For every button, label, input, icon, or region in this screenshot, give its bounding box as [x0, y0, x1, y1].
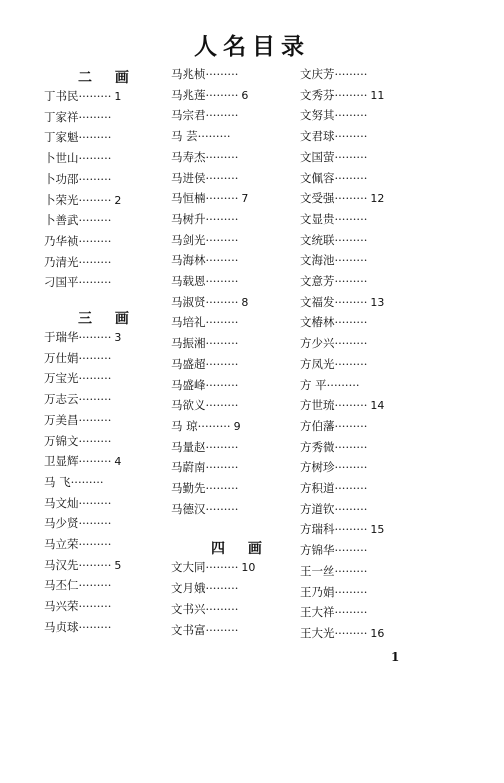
- entry-name: 马蔚南: [171, 460, 206, 475]
- dot-leader: ·········: [334, 460, 368, 475]
- index-entry: [300, 150, 367, 164]
- entry-name: 王一丝: [300, 563, 335, 578]
- index-entry: [44, 330, 121, 345]
- index-entry: [300, 191, 384, 206]
- entry-name: 文福发: [300, 294, 335, 309]
- dot-leader: ·········: [205, 481, 239, 495]
- index-entry: [171, 460, 238, 474]
- dot-leader: ·········: [334, 356, 368, 371]
- dot-leader: ·········: [334, 108, 368, 123]
- entry-name: 文书富: [171, 622, 206, 637]
- entry-name: 马兴荣: [44, 599, 79, 614]
- dot-leader: ·········: [334, 501, 368, 516]
- index-entry: [44, 151, 111, 165]
- entry-page-number: 6: [241, 88, 249, 102]
- entry-name: 王大祥: [300, 605, 335, 620]
- entry-name: 方瑞科: [300, 522, 335, 537]
- index-entry: [300, 315, 367, 329]
- index-entry: [44, 172, 111, 186]
- index-entry: [44, 516, 111, 530]
- dot-leader: ·········: [334, 418, 368, 433]
- entry-name: 马 琼: [171, 418, 198, 433]
- stroke-count-heading: 二 画: [78, 70, 138, 86]
- index-entry: [171, 581, 238, 595]
- dot-leader: ·········: [78, 233, 112, 248]
- dot-leader: ·········: [334, 274, 368, 288]
- entry-page-number: 11: [370, 88, 385, 102]
- entry-name: 马丕仁: [44, 578, 79, 593]
- dot-leader: ·········: [205, 601, 239, 616]
- dot-leader: ·········: [205, 460, 239, 475]
- index-entry: [44, 620, 111, 634]
- dot-leader: ·········: [78, 495, 112, 510]
- entry-name: 文大同: [171, 560, 206, 575]
- entry-name: 文受强: [300, 191, 335, 206]
- index-entry: [300, 357, 367, 371]
- entry-name: 马培礼: [171, 315, 206, 330]
- entry-name: 马盛超: [171, 356, 206, 371]
- index-entry: [300, 626, 384, 641]
- index-entry: [171, 481, 238, 495]
- entry-name: 文意芳: [300, 274, 335, 288]
- index-entry: [171, 623, 238, 637]
- index-entry: [171, 150, 238, 164]
- dot-leader: ·········: [78, 371, 112, 386]
- dot-leader: ·········: [197, 418, 231, 433]
- entry-name: 马恒楠: [171, 191, 206, 206]
- entry-name: 方伯藩: [300, 418, 335, 433]
- dot-leader: ·········: [78, 392, 112, 407]
- entry-page-number: 12: [370, 192, 385, 206]
- entry-name: 马 芸: [171, 129, 198, 144]
- entry-page-number: 5: [114, 558, 122, 572]
- index-entry: [300, 585, 367, 599]
- entry-name: 于瑞华: [44, 330, 79, 344]
- index-entry: [44, 193, 121, 208]
- entry-page-number: 16: [370, 626, 385, 640]
- dot-leader: ·········: [334, 336, 368, 351]
- index-entry: [300, 605, 367, 619]
- entry-page-number: 2: [114, 193, 122, 207]
- entry-name: 马剑光: [171, 232, 206, 247]
- entry-name: 文海池: [300, 253, 335, 268]
- entry-name: 马树升: [171, 211, 206, 226]
- index-entry: [44, 392, 111, 406]
- entry-name: 丁书民: [44, 89, 79, 103]
- index-entry: [171, 560, 255, 575]
- index-entry: [300, 171, 367, 185]
- entry-name: 马欲义: [171, 398, 206, 413]
- index-entry: [300, 564, 367, 578]
- index-entry: [171, 357, 238, 371]
- entry-page-number: 1: [114, 90, 122, 103]
- dot-leader: ·········: [78, 412, 112, 427]
- dot-leader: ·········: [78, 171, 112, 186]
- dot-leader: ·········: [205, 274, 239, 288]
- entry-page-number: 8: [241, 295, 249, 309]
- index-entry: [171, 108, 238, 122]
- index-entry: [300, 336, 367, 350]
- index-entry: [44, 496, 111, 510]
- index-entry: [171, 419, 241, 434]
- index-entry: [300, 108, 367, 122]
- entry-name: 马海林: [171, 253, 206, 268]
- index-entry: [300, 460, 367, 474]
- entry-page-number: 4: [114, 455, 122, 469]
- dot-leader: ·········: [205, 232, 239, 247]
- index-entry: [44, 234, 111, 248]
- dot-leader: ·········: [205, 253, 239, 268]
- entry-name: 文书兴: [171, 601, 206, 616]
- entry-page-number: 10: [241, 561, 256, 575]
- dot-leader: ·········: [205, 294, 239, 309]
- entry-page-number: 9: [233, 419, 241, 433]
- dot-leader: ·········: [205, 315, 239, 330]
- index-entry: [171, 253, 238, 267]
- index-entry: [300, 522, 384, 537]
- entry-name: 马载恩: [171, 274, 206, 288]
- index-entry: [171, 129, 231, 143]
- entry-name: 卜功邵: [44, 171, 79, 186]
- dot-leader: ·········: [78, 454, 112, 469]
- entry-name: 丁家祥: [44, 109, 79, 124]
- index-entry: [171, 233, 238, 247]
- index-entry: [44, 578, 111, 592]
- dot-leader: ·········: [334, 87, 368, 102]
- index-entry: [300, 212, 367, 226]
- entry-name: 卫显辉: [44, 454, 79, 469]
- index-entry: [300, 502, 367, 516]
- entry-name: 文国萤: [300, 149, 335, 164]
- entry-name: 卜荣光: [44, 192, 79, 207]
- dot-leader: ·········: [78, 254, 112, 269]
- entry-name: 方 平: [300, 377, 327, 392]
- index-entry: [44, 130, 111, 144]
- entry-name: 文显贵: [300, 211, 335, 226]
- entry-name: 马文灿: [44, 495, 79, 510]
- entry-name: 文统联: [300, 232, 335, 247]
- dot-leader: ·········: [334, 294, 368, 309]
- entry-name: 丁家魁: [44, 130, 79, 145]
- index-entry: [44, 475, 104, 489]
- dot-leader: ·········: [334, 191, 368, 206]
- index-entry: [44, 110, 111, 124]
- entry-name: 马 飞: [44, 474, 71, 489]
- entry-name: 文月娥: [171, 581, 206, 596]
- dot-leader: ·········: [334, 211, 368, 226]
- stroke-count-heading: 四 画: [211, 541, 271, 558]
- index-entry: [300, 378, 360, 392]
- index-entry: [300, 233, 367, 247]
- index-entry: [171, 274, 238, 288]
- index-entry: [171, 378, 238, 392]
- dot-leader: ·········: [334, 170, 368, 185]
- dot-leader: ·········: [78, 213, 112, 228]
- index-entry: [300, 398, 384, 413]
- index-entry: [44, 89, 121, 104]
- entry-name: 文秀芬: [300, 87, 335, 102]
- dot-leader: ·········: [205, 108, 239, 123]
- dot-leader: ·········: [205, 398, 239, 413]
- index-entry: [171, 440, 238, 454]
- index-entry: [44, 413, 111, 427]
- dot-leader: ·········: [78, 275, 112, 290]
- index-entry: [171, 88, 248, 103]
- dot-leader: ·········: [78, 89, 112, 103]
- entry-name: 乃清光: [44, 254, 79, 269]
- index-entry: [300, 88, 384, 103]
- entry-name: 万锦文: [44, 433, 79, 448]
- index-entry: [300, 295, 384, 310]
- index-entry: [300, 419, 367, 433]
- dot-leader: ·········: [334, 67, 368, 81]
- index-entry: [300, 481, 367, 495]
- dot-leader: ·········: [334, 315, 368, 330]
- dot-leader: ·········: [205, 356, 239, 371]
- index-entry: [300, 67, 367, 81]
- dot-leader: ·········: [205, 191, 239, 206]
- index-entry: [171, 212, 238, 226]
- entry-name: 方积道: [300, 481, 335, 495]
- entry-page-number: 3: [114, 331, 122, 344]
- index-entry: [44, 434, 111, 448]
- dot-leader: ·········: [334, 149, 368, 164]
- dot-leader: ·········: [205, 211, 239, 226]
- entry-name: 马立荣: [44, 537, 79, 551]
- entry-name: 刁国平: [44, 275, 79, 290]
- dot-leader: ·········: [205, 170, 239, 185]
- dot-leader: ·········: [78, 151, 112, 166]
- entry-name: 万宝光: [44, 371, 79, 386]
- page-number: 1: [391, 650, 400, 664]
- entry-name: 马寿杰: [171, 149, 206, 164]
- entry-name: 文庆芳: [300, 67, 335, 81]
- entry-name: 马进侯: [171, 170, 206, 185]
- dot-leader: ·········: [205, 560, 239, 575]
- stroke-count-heading: 三 画: [78, 311, 138, 327]
- dot-leader: ·········: [334, 522, 368, 537]
- dot-leader: ·········: [326, 377, 360, 392]
- entry-name: 马振湘: [171, 336, 206, 351]
- entry-name: 乃华祯: [44, 233, 79, 248]
- entry-name: 马德汉: [171, 501, 206, 516]
- index-entry: [171, 398, 238, 412]
- dot-leader: ·········: [78, 619, 112, 634]
- entry-name: 王乃娟: [300, 584, 335, 599]
- page-title: 人名目录: [194, 33, 310, 60]
- dot-leader: ·········: [334, 481, 368, 495]
- index-entry: [44, 275, 111, 289]
- dot-leader: ·········: [205, 501, 239, 516]
- entry-page-number: 7: [241, 192, 249, 206]
- dot-leader: ·········: [205, 622, 239, 637]
- dot-leader: ·········: [78, 130, 112, 145]
- dot-leader: ·········: [205, 439, 239, 454]
- index-entry: [44, 351, 111, 365]
- entry-name: 方树珍: [300, 460, 335, 475]
- dot-leader: ·········: [78, 557, 112, 572]
- index-entry: [171, 67, 238, 81]
- entry-name: 马兆莲: [171, 87, 206, 102]
- index-entry: [300, 253, 367, 267]
- dot-leader: ·········: [334, 584, 368, 599]
- index-entry: [300, 543, 367, 557]
- dot-leader: ·········: [334, 253, 368, 268]
- entry-name: 马兆桢: [171, 67, 206, 81]
- index-entry: [171, 191, 248, 206]
- index-entry: [300, 129, 367, 143]
- entry-name: 马量赵: [171, 439, 206, 454]
- entry-name: 王大光: [300, 625, 335, 640]
- dot-leader: ·········: [78, 537, 112, 551]
- dot-leader: ·········: [78, 433, 112, 448]
- entry-name: 方秀微: [300, 439, 335, 454]
- dot-leader: ·········: [205, 336, 239, 351]
- index-entry: [44, 454, 121, 469]
- entry-name: 方锦华: [300, 543, 335, 558]
- dot-leader: ·········: [334, 129, 368, 144]
- index-entry: [171, 295, 248, 310]
- entry-name: 马勤先: [171, 481, 206, 495]
- entry-name: 卜世山: [44, 151, 79, 166]
- entry-name: 马汉先: [44, 557, 79, 572]
- dot-leader: ·········: [78, 330, 112, 344]
- dot-leader: ·········: [334, 563, 368, 578]
- dot-leader: ·········: [78, 516, 112, 531]
- dot-leader: ·········: [197, 129, 231, 144]
- entry-name: 方凤光: [300, 356, 335, 371]
- index-entry: [171, 502, 238, 516]
- dot-leader: ·········: [205, 377, 239, 392]
- entry-name: 马淑贤: [171, 294, 206, 309]
- entry-name: 马盛峰: [171, 377, 206, 392]
- entry-page-number: 14: [370, 399, 385, 413]
- index-entry: [44, 213, 111, 227]
- entry-name: 马少贤: [44, 516, 79, 531]
- dot-leader: ·········: [205, 581, 239, 596]
- entry-page-number: 15: [370, 523, 385, 537]
- dot-leader: ·········: [334, 543, 368, 558]
- entry-name: 卜善武: [44, 213, 79, 228]
- dot-leader: ·········: [78, 350, 112, 365]
- entry-name: 马宗君: [171, 108, 206, 123]
- entry-name: 方世琉: [300, 398, 335, 413]
- dot-leader: ·········: [334, 398, 368, 413]
- dot-leader: ·········: [78, 599, 112, 614]
- entry-name: 马贞球: [44, 619, 79, 634]
- dot-leader: ·········: [78, 192, 112, 207]
- entry-page-number: 13: [370, 295, 385, 309]
- entry-name: 文努其: [300, 108, 335, 123]
- dot-leader: ·········: [70, 474, 104, 489]
- index-entry: [171, 315, 238, 329]
- index-entry: [300, 274, 367, 288]
- dot-leader: ·········: [205, 149, 239, 164]
- index-entry: [44, 537, 111, 551]
- entry-name: 万志云: [44, 392, 79, 407]
- entry-name: 方道钦: [300, 501, 335, 516]
- dot-leader: ·········: [334, 605, 368, 620]
- entry-name: 文椿林: [300, 315, 335, 330]
- dot-leader: ·········: [205, 87, 239, 102]
- dot-leader: ·········: [78, 578, 112, 593]
- entry-name: 万仕娟: [44, 350, 79, 365]
- index-entry: [171, 336, 238, 350]
- index-entry: [44, 558, 121, 573]
- dot-leader: ·········: [334, 625, 368, 640]
- index-entry: [300, 440, 367, 454]
- entry-name: 文君球: [300, 129, 335, 144]
- index-entry: [44, 599, 111, 613]
- dot-leader: ·········: [205, 67, 239, 81]
- entry-name: 万美昌: [44, 412, 79, 427]
- index-entry: [171, 171, 238, 185]
- dot-leader: ·········: [334, 439, 368, 454]
- index-entry: [171, 602, 238, 616]
- dot-leader: ·········: [78, 109, 112, 124]
- index-entry: [44, 371, 111, 385]
- entry-name: 方少兴: [300, 336, 335, 351]
- index-entry: [44, 255, 111, 269]
- entry-name: 文佩容: [300, 170, 335, 185]
- dot-leader: ·········: [334, 232, 368, 247]
